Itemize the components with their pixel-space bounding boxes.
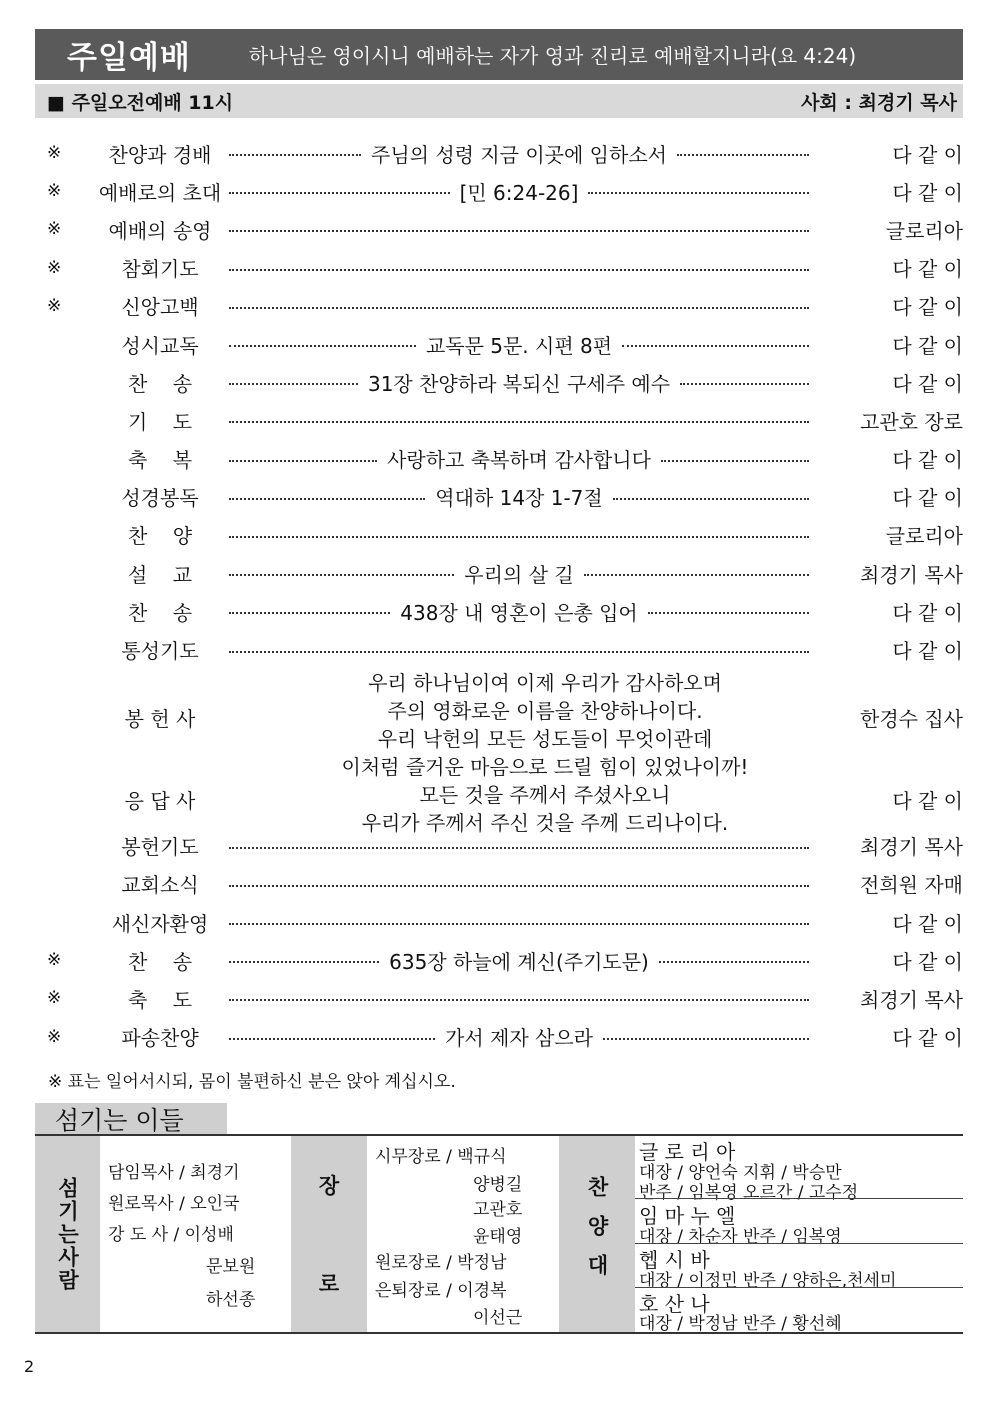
order-content: 31장 찬양하라 복되신 구세주 예수	[367, 371, 671, 396]
elder-entry: 윤태영	[473, 1227, 523, 1247]
standing-mark: ※	[47, 295, 62, 316]
order-item: 찬양과 경배	[108, 142, 212, 167]
elder-entry: 원로장로 / 박정남	[375, 1253, 507, 1273]
dot-leader	[229, 417, 809, 423]
order-item: 찬 송	[127, 371, 193, 396]
order-who: 글로리아	[885, 524, 963, 549]
elder-entry: 은퇴장로 / 이경복	[375, 1281, 507, 1301]
elders-label-bottom: 로	[318, 1272, 340, 1296]
order-item: 예배의 송영	[108, 218, 212, 243]
order-who: 다 같 이	[892, 600, 963, 625]
order-of-worship	[35, 134, 965, 1056]
choir-line: 반주 / 임복영 오르간 / 고수정	[639, 1183, 859, 1203]
order-who: 다 같 이	[892, 142, 963, 167]
service-leader: 사회 : 최경기 목사	[801, 91, 957, 114]
order-item: 파송찬양	[121, 1026, 199, 1051]
order-item: 성시교독	[121, 333, 199, 358]
order-item: 축 복	[127, 448, 193, 473]
order-row	[35, 592, 965, 630]
order-who: 고관호 장로	[860, 409, 963, 434]
order-row	[35, 363, 965, 401]
dot-leader	[229, 946, 809, 975]
order-item: 봉헌기도	[121, 835, 199, 860]
service-time: ■ 주일오전예배 11시	[47, 91, 234, 114]
dot-leader	[229, 559, 809, 588]
offering-text	[235, 669, 855, 837]
dot-leader	[229, 1022, 809, 1051]
order-item: 축 도	[127, 987, 193, 1012]
standing-mark: ※	[47, 1026, 62, 1047]
choir-name: 호 산 나	[639, 1292, 710, 1316]
order-item: 찬 송	[127, 600, 193, 625]
order-row	[35, 903, 965, 941]
dot-leader	[229, 919, 809, 925]
order-row	[35, 287, 965, 325]
elders-label-cell	[291, 1136, 367, 1332]
pastor-entry: 하선종	[206, 1290, 256, 1310]
dot-leader	[229, 303, 809, 309]
choir-line: 대장 / 차순자 반주 / 임복영	[639, 1227, 842, 1247]
choir-line: 대장 / 양언숙 지휘 / 박승만	[639, 1163, 842, 1183]
order-row	[35, 325, 965, 363]
dot-leader	[229, 482, 809, 511]
order-who: 다 같 이	[892, 448, 963, 473]
dot-leader	[229, 226, 809, 232]
order-item: 교회소식	[121, 873, 199, 898]
order-row	[35, 554, 965, 592]
pastor-entry: 담임목사 / 최경기	[108, 1163, 240, 1183]
header-bar	[35, 29, 963, 80]
order-row	[35, 941, 965, 979]
choirs-cell	[635, 1136, 963, 1332]
dot-leader	[229, 368, 809, 397]
order-row	[35, 401, 965, 439]
order-item: 신앙고백	[121, 295, 199, 320]
choir-label-cell	[559, 1136, 635, 1332]
order-row	[35, 516, 965, 554]
order-row	[35, 440, 965, 478]
offering-line: 우리가 주께서 주신 것을 주께 드리나이다.	[361, 810, 729, 835]
order-who: 다 같 이	[892, 1026, 963, 1051]
order-item: 기 도	[127, 409, 193, 434]
order-row	[35, 979, 965, 1017]
page-number: 2	[24, 1357, 35, 1376]
standing-mark: ※	[47, 181, 62, 202]
standing-mark: ※	[47, 950, 62, 971]
offering-line: 모든 것을 주께서 주셨사오니	[419, 782, 671, 807]
order-item: 설 교	[127, 562, 193, 587]
order-item: 통성기도	[121, 639, 199, 664]
order-who: 다 같 이	[892, 371, 963, 396]
dot-leader	[229, 444, 809, 473]
standing-mark: ※	[47, 988, 62, 1009]
order-content: 438장 내 영혼이 은총 입어	[400, 600, 638, 625]
standing-mark: ※	[47, 219, 62, 240]
order-item: 봉 헌 사	[124, 706, 196, 731]
choir-divider	[635, 1287, 963, 1288]
order-row	[35, 1018, 965, 1056]
dot-leader	[229, 647, 809, 653]
header-verse: 하나님은 영이시니 예배하는 자가 영과 진리로 예배할지니라(요 4:24)	[248, 44, 857, 68]
order-content: 역대하 14장 1-7절	[435, 486, 603, 511]
elder-entry: 시무장로 / 백규식	[375, 1147, 507, 1167]
standing-note: ※ 표는 일어서시되, 몸이 불편하신 분은 앉아 계십시오.	[48, 1072, 456, 1092]
pastor-entry: 강 도 사 / 이성배	[108, 1225, 234, 1245]
order-who: 최경기 목사	[860, 835, 963, 860]
order-row	[35, 210, 965, 248]
order-item: 찬 송	[127, 949, 193, 974]
order-who: 다 같 이	[892, 180, 963, 205]
order-item: 찬 양	[127, 524, 193, 549]
offering-line: 우리 낙헌의 모든 성도들이 무엇이관데	[377, 726, 713, 751]
dot-leader	[229, 843, 809, 849]
choir-name: 임 마 누 엘	[639, 1204, 736, 1228]
elder-entry: 양병길	[473, 1175, 523, 1195]
choir-line: 대장 / 박정남 반주 / 황선혜	[639, 1314, 842, 1334]
servers-title: 섬기는 이들	[35, 1103, 227, 1135]
choir-divider	[635, 1198, 963, 1199]
service-bar	[35, 84, 963, 118]
order-item: 응 답 사	[124, 788, 196, 813]
order-content: 교독문 5문. 시편 8편	[425, 333, 613, 358]
order-content: 635장 하늘에 계신(주기도문)	[389, 949, 649, 974]
order-row	[35, 172, 965, 210]
order-row	[35, 478, 965, 516]
order-content: 가서 제자 삼으라	[445, 1026, 593, 1051]
servers-label: 섬기는사람	[55, 1176, 80, 1292]
order-row	[35, 249, 965, 287]
choir-name: 헵 시 바	[639, 1248, 710, 1272]
offering-line: 주의 영화로운 이름을 찬양하나이다.	[387, 698, 703, 723]
order-row	[35, 865, 965, 903]
order-row	[35, 827, 965, 865]
elders-cell	[367, 1136, 559, 1332]
order-item: 성경봉독	[121, 486, 199, 511]
order-who: 최경기 목사	[860, 987, 963, 1012]
dot-leader	[229, 532, 809, 538]
choir-line: 대장 / 이정민 반주 / 양하은,천세미	[639, 1271, 897, 1291]
order-who: 글로리아	[885, 218, 963, 243]
order-who: 전희원 자매	[860, 873, 963, 898]
order-item: 참회기도	[121, 257, 199, 282]
elders-label-top: 장	[318, 1174, 340, 1198]
order-who: 다 같 이	[892, 949, 963, 974]
order-who: 최경기 목사	[860, 562, 963, 587]
pastor-entry: 문보원	[206, 1257, 256, 1277]
order-who: 한경수 집사	[860, 706, 963, 731]
choir-divider	[635, 1243, 963, 1244]
servers-label-cell	[35, 1136, 100, 1332]
order-row	[35, 134, 965, 172]
order-content: 주님의 성령 지금 이곳에 임하소서	[371, 142, 667, 167]
page-title: 주일예배	[67, 40, 191, 76]
order-row	[35, 630, 965, 668]
order-who: 다 같 이	[892, 486, 963, 511]
offering-block	[35, 669, 965, 835]
choir-name: 글 로 리 아	[639, 1140, 736, 1164]
order-who: 다 같 이	[892, 333, 963, 358]
dot-leader	[229, 330, 809, 359]
order-who: 다 같 이	[892, 911, 963, 936]
order-who: 다 같 이	[892, 788, 963, 813]
dot-leader	[229, 597, 809, 626]
order-who: 다 같 이	[892, 295, 963, 320]
dot-leader	[229, 139, 809, 168]
order-content: 사랑하고 축복하며 감사합니다	[387, 448, 651, 473]
standing-mark: ※	[47, 143, 62, 164]
dot-leader	[229, 881, 809, 887]
order-content: [민 6:24-26]	[459, 180, 579, 205]
elder-entry: 고관호	[473, 1200, 523, 1220]
dot-leader	[229, 177, 809, 206]
offering-line: 이처럼 즐거운 마음으로 드릴 힘이 있었나이까!	[341, 754, 749, 779]
order-content: 우리의 살 길	[464, 562, 574, 587]
offering-line: 우리 하나님이여 이제 우리가 감사하오며	[368, 670, 722, 695]
order-who: 다 같 이	[892, 257, 963, 282]
order-item: 예배로의 초대	[98, 180, 222, 205]
standing-mark: ※	[47, 257, 62, 278]
elder-entry: 이선근	[473, 1308, 523, 1328]
dot-leader	[229, 995, 809, 1001]
pastor-entry: 원로목사 / 오인국	[108, 1194, 240, 1214]
choir-label: 찬양대	[585, 1175, 609, 1293]
order-item: 새신자환영	[111, 911, 209, 936]
dot-leader	[229, 265, 809, 271]
servers-table	[35, 1134, 963, 1334]
order-who: 다 같 이	[892, 639, 963, 664]
